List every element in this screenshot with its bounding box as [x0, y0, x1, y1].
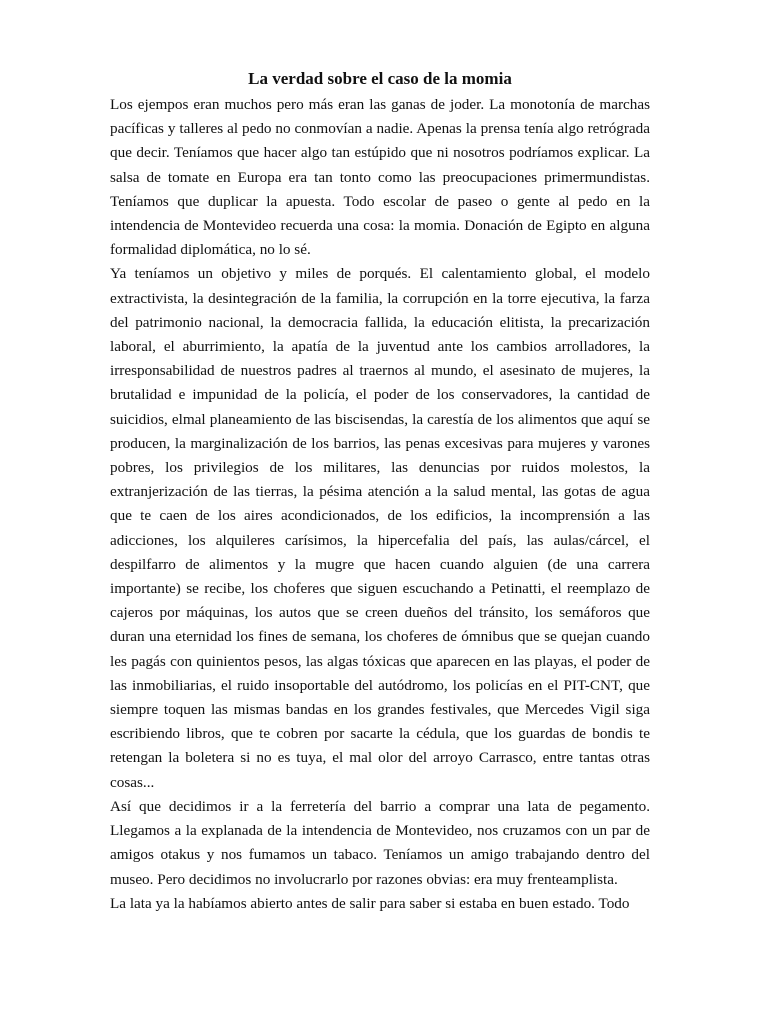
paragraph-2: Ya teníamos un objetivo y miles de porqués. El calentamiento global, el modelo extractivista, la desintegración de la familia, la corrupción en la torre ejecutiva, la farza del patrimonio nacional, la democracia fallida, la educación elitista, la precarización laboral, el aburrimiento, la apatía de la juventud ante los cambios arrolladores, la irresponsabilidad de nuestros padres al traernos al mundo, el asesinato de mujeres, la brutalidad e impunidad de la policía, el poder de los conservadores, la cantidad de suicidios, elmal planeamiento de las biscisendas, la carestía de los alimentos que aquí se producen, la marginalización de los barrios, las penas excesivas para mujeres y varones pobres, los privilegios de los militares, las denuncias por ruidos molestos, la extranjerización de las tierras, la pésima atención a la salud mental, las gotas de agua que te caen de los aires acondicionados, de los edificios, la incomprensión a las adicciones, los alquileres carísimos, la hipercefalia del país, las aulas/cárcel, el despilfarro de alimentos y la mugre que hacen cuando alguien (de una carrera importante) se recibe, los choferes que siguen escuchando a Petinatti, el reemplazo de cajeros por máquinas, los autos que se creen dueños del tránsito, los semáforos que duran una eternidad los fines de semana, los choferes de ómnibus que se quejan cuando les pagás con quinientos pesos, las algas tóxicas que aparecen en las playas, el poder de las inmobiliarias, el ruido insoportable del autódromo, los policías en el PIT-CNT, que siempre toquen las mismas bandas en los grandes festivales, que Mercedes Vigil siga escribiendo libros, que te cobren por sacarte la cédula, que los guardas de bondis te retengan la boletera si no es tuya, el mal olor del arroyo Carrasco, entre tantas otras cosas...: [110, 265, 650, 791]
paragraph-4: La lata ya la habíamos abierto antes de salir para saber si estaba en buen estado. Todo: [110, 894, 630, 912]
document-page: [110, 66, 650, 916]
paragraph-3: Así que decidimos ir a la ferretería del barrio a comprar una lata de pegamento. Llegamos a la explanada de la intendencia de Montevideo, nos cruzamos con un par de amigos otakus y nos fumamos un tabaco. Teníamos un amigo trabajando dentro del museo. Pero decidimos no involucrarlo por razones obvias: era muy frenteamplista.: [110, 797, 650, 888]
document-title: La verdad sobre el caso de la momia: [248, 69, 512, 88]
paragraph-1: Los ejempos eran muchos pero más eran las ganas de joder. La monotonía de marchas pacíficas y talleres al pedo no conmovían a nadie. Apenas la prensa tenía algo retrógrada que decir. Teníamos que hacer algo tan estúpido que ni nosotros podríamos explicar. La salsa de tomate en Europa era tan tonto como las preocupaciones primermundistas. Teníamos que duplicar la apuesta. Todo escolar de paseo o gente al pedo en la intendencia de Montevideo recuerda una cosa: la momia. Donación de Egipto en alguna formalidad diplomática, no lo sé.: [110, 96, 650, 259]
